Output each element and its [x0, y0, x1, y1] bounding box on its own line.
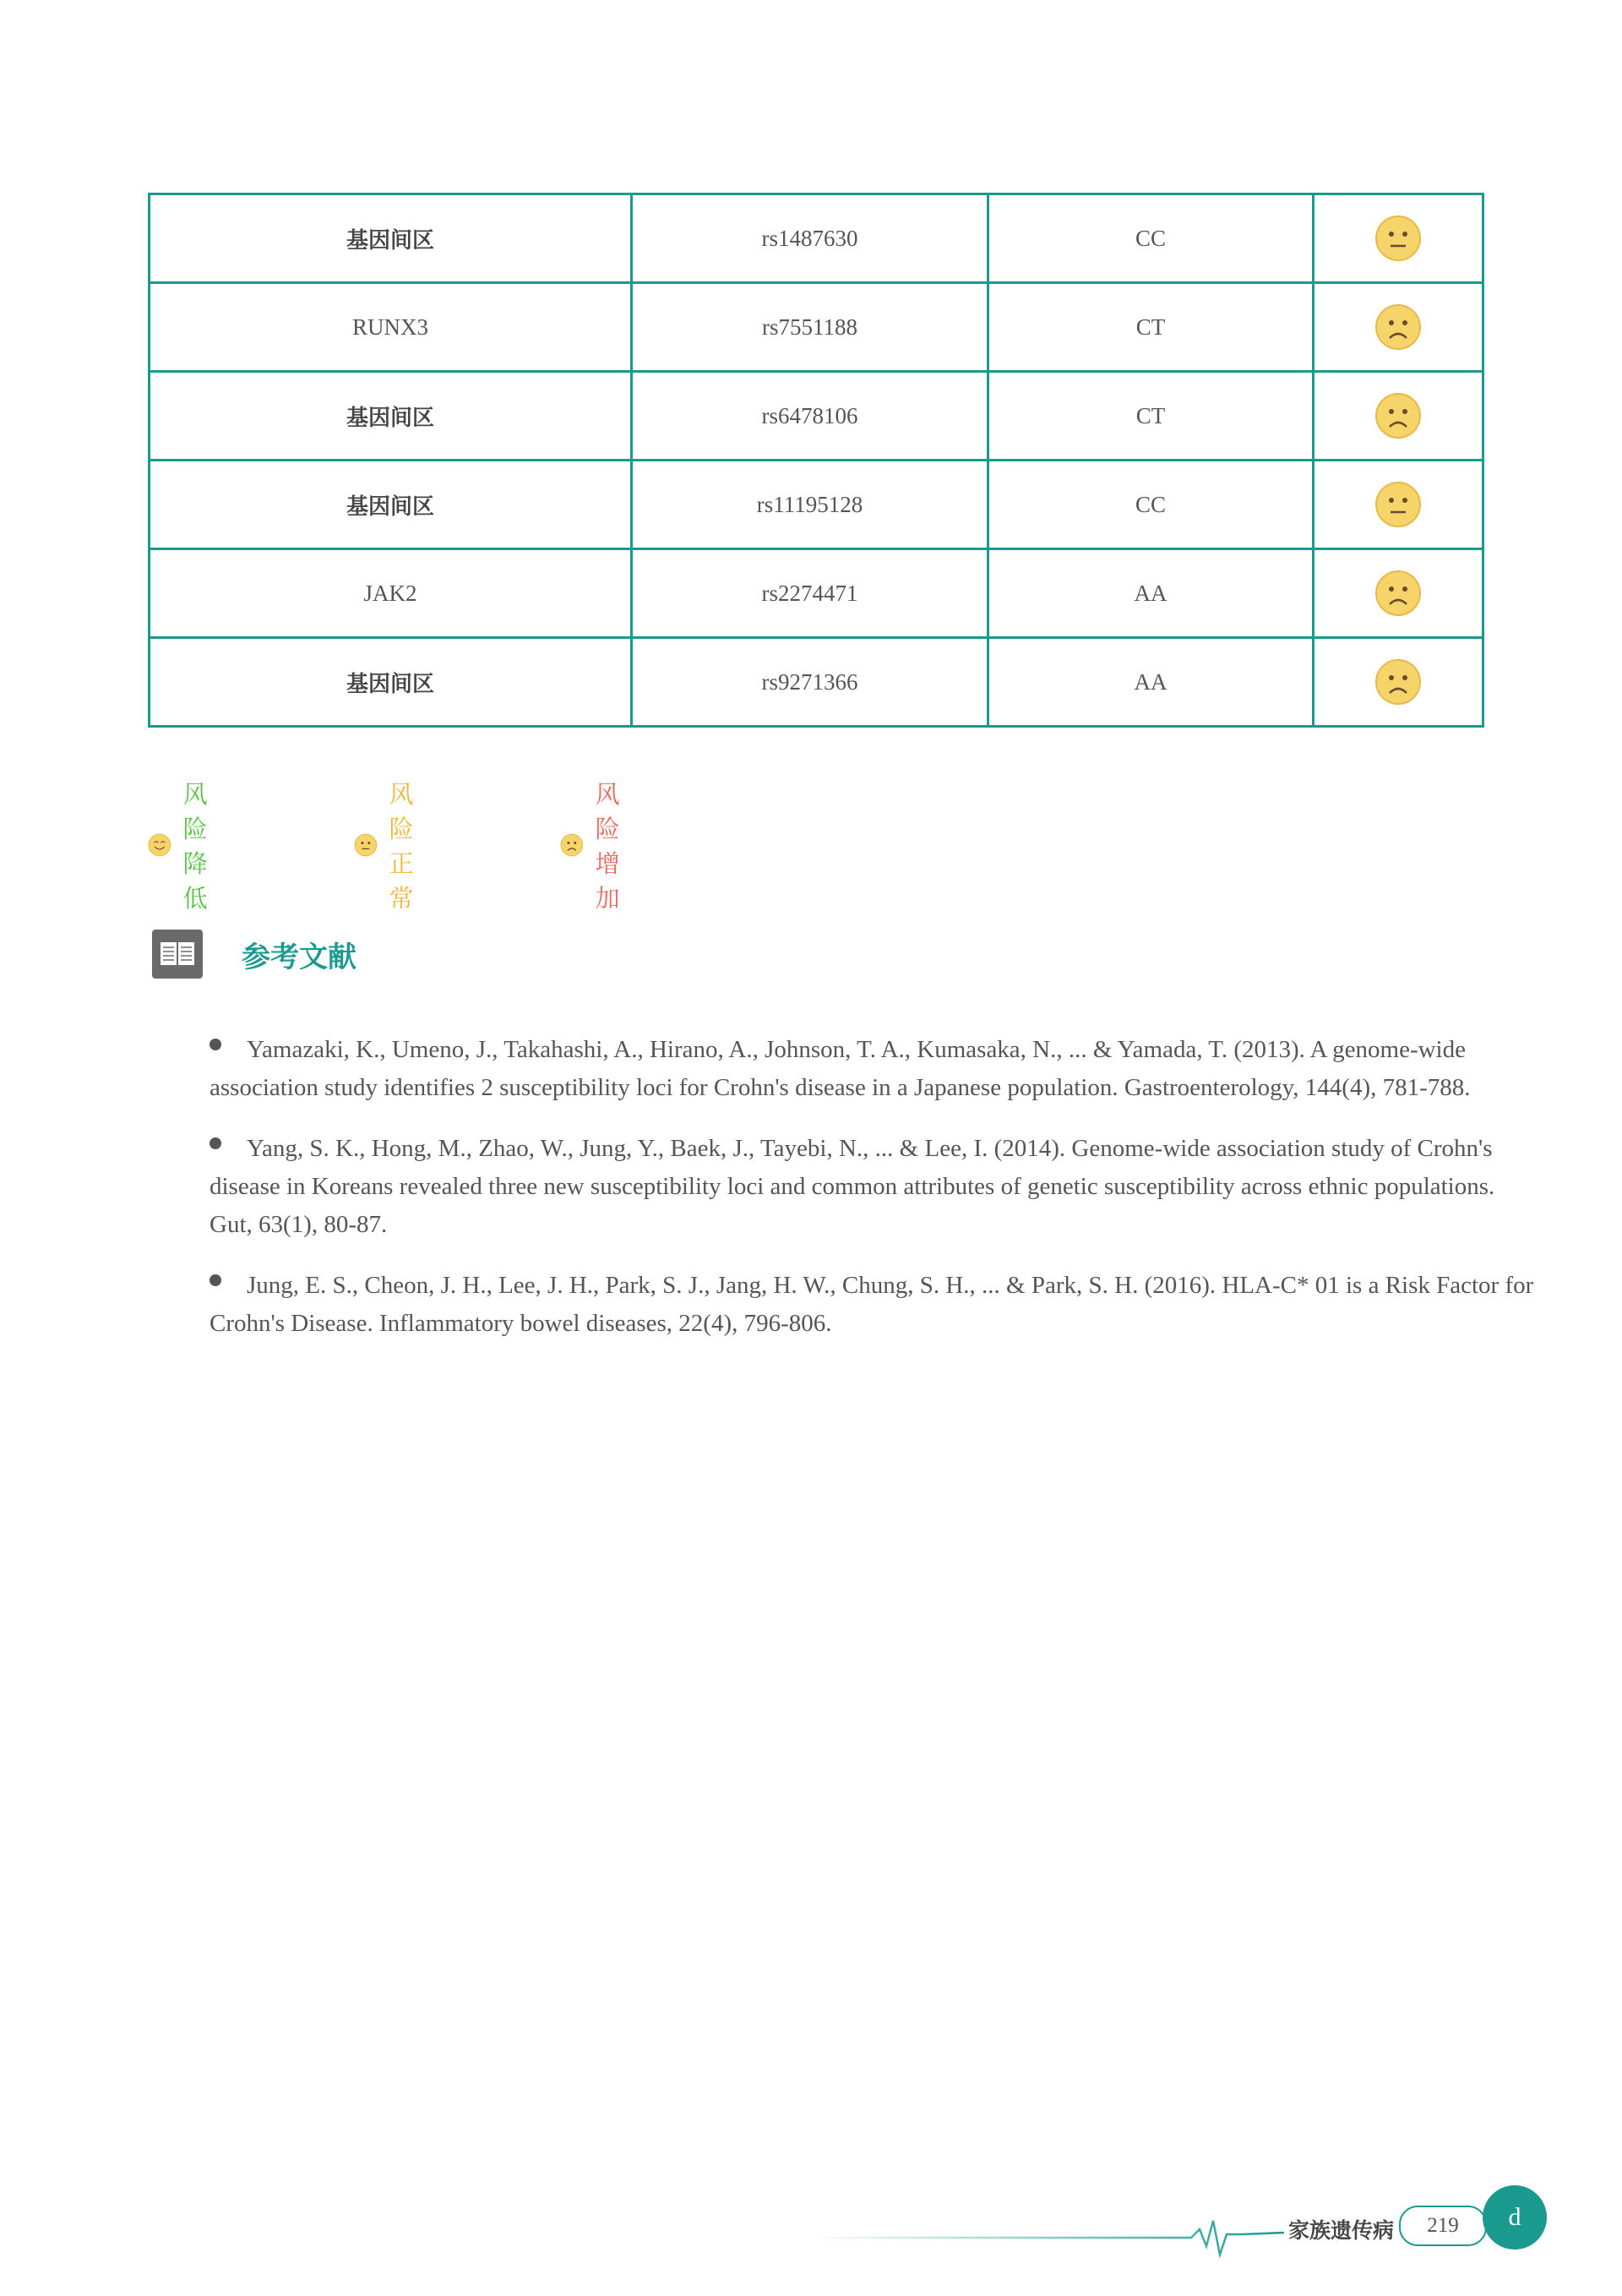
- risk-cell: [1314, 372, 1483, 461]
- sad-face-icon: [560, 821, 584, 869]
- gene-cell: 基因间区: [150, 461, 632, 549]
- risk-cell: [1314, 194, 1483, 283]
- gene-cell: 基因间区: [150, 372, 632, 461]
- reference-item: Yang, S. K., Hong, M., Zhao, W., Jung, Y., Baek, J., Tayebi, N., ... & Lee, I. (2014). Genome-wide association study of Crohn's disease in Koreans revealed three new susceptibility loci and common attributes of genetic susceptibility across ethnic populations. Gut, 63(1), 80-87.: [210, 1135, 1495, 1238]
- table-row: [150, 461, 1483, 549]
- table-row: [150, 638, 1483, 727]
- gene-cell: RUNX3: [150, 283, 632, 372]
- book-icon: [152, 930, 203, 979]
- risk-cell: [1314, 461, 1483, 549]
- genotype-cell: AA: [988, 549, 1314, 638]
- snp-cell: rs7551188: [632, 283, 988, 372]
- sad-face-icon: [1374, 303, 1422, 351]
- bullet-icon: [210, 1274, 221, 1286]
- legend-normal: [354, 776, 438, 914]
- snp-cell: rs2274471: [632, 549, 988, 638]
- footer-section-label: 家族遗传病: [1288, 2218, 1395, 2243]
- gene-cell: JAK2: [150, 549, 632, 638]
- snp-cell: rs1487630: [632, 194, 988, 283]
- snp-cell: rs9271366: [632, 638, 988, 727]
- smile-face-icon: [148, 821, 171, 869]
- table-row: [150, 549, 1483, 638]
- legend-increased: [560, 776, 644, 914]
- table-row: [150, 194, 1483, 283]
- sad-face-icon: [1374, 570, 1422, 617]
- neutral-face-icon: [1374, 215, 1422, 262]
- snp-cell: rs11195128: [632, 461, 988, 549]
- page-number: 219: [1399, 2206, 1487, 2246]
- table-row: [150, 372, 1483, 461]
- legend-normal-label: 风险正常: [389, 780, 414, 913]
- sad-face-icon: [1374, 392, 1422, 439]
- references-title: 参考文献: [242, 940, 357, 974]
- gene-cell: 基因间区: [150, 638, 632, 727]
- gene-cell: 基因间区: [150, 194, 632, 283]
- genotype-cell: CC: [988, 194, 1314, 283]
- neutral-face-icon: [354, 821, 378, 869]
- legend-decreased-label: 风险降低: [182, 780, 208, 913]
- references-list: [210, 1031, 1536, 1366]
- reference-item: Yamazaki, K., Umeno, J., Takahashi, A., Hirano, A., Johnson, T. A., Kumasaka, N., ... & Yamada, T. (2013). A genome-wide association study identifies 2 susceptibility loci for Crohn's disease in a Japanese population. Gastroenterology, 144(4), 781-788.: [210, 1036, 1471, 1101]
- bullet-icon: [210, 1039, 221, 1050]
- reference-item: Jung, E. S., Cheon, J. H., Lee, J. H., Park, S. J., Jang, H. W., Chung, S. H., ... & Park, S. H. (2016). HLA-C* 01 is a Risk Factor for Crohn's Disease. Inflammatory bowel diseases, 22(4), 796-806.: [210, 1272, 1534, 1337]
- references-header: [152, 930, 357, 979]
- genotype-cell: CT: [988, 372, 1314, 461]
- legend-increased-label: 风险增加: [595, 780, 620, 913]
- neutral-face-icon: [1374, 481, 1422, 528]
- sad-face-icon: [1374, 658, 1422, 706]
- risk-cell: [1314, 638, 1483, 727]
- snp-cell: rs6478106: [632, 372, 988, 461]
- bullet-icon: [210, 1137, 221, 1149]
- legend-decreased: [148, 776, 231, 914]
- genotype-table: [148, 193, 1484, 728]
- page-badge: d: [1483, 2185, 1547, 2250]
- genotype-cell: CT: [988, 283, 1314, 372]
- genotype-cell: AA: [988, 638, 1314, 727]
- risk-cell: [1314, 283, 1483, 372]
- table-row: [150, 283, 1483, 372]
- genotype-cell: CC: [988, 461, 1314, 549]
- risk-cell: [1314, 549, 1483, 638]
- page-footer: [0, 2180, 1622, 2282]
